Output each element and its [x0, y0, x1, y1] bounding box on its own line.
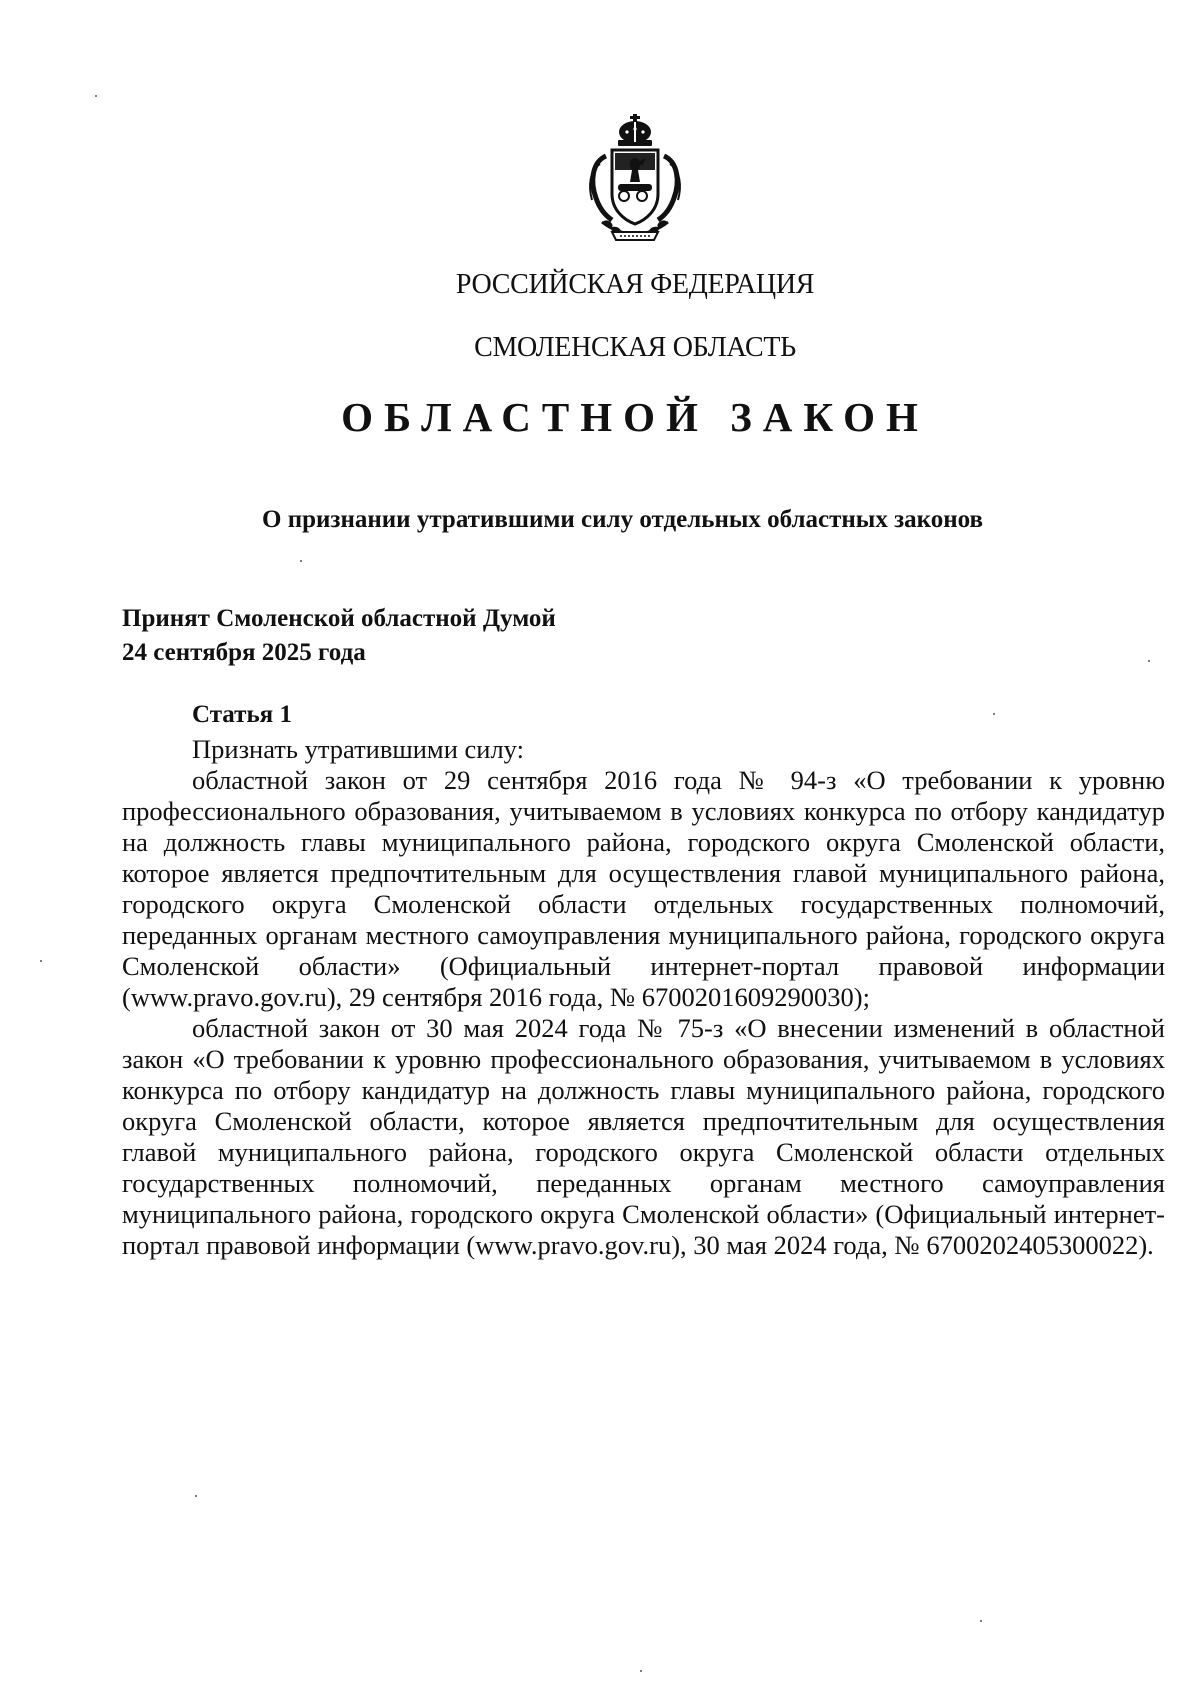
region-heading: СМОЛЕНСКАЯ ОБЛАСТЬ: [474, 332, 796, 363]
scan-speck: [195, 1495, 197, 1497]
scan-speck: [1148, 660, 1150, 662]
scan-speck: [40, 960, 42, 962]
document-type-heading: ОБЛАСТНОЙ ЗАКОН: [341, 394, 929, 440]
adoption-block: [122, 602, 556, 670]
scan-speck: [993, 713, 995, 715]
adoption-date: 24 сентября 2025 года: [122, 639, 366, 666]
coat-of-arms-icon: [582, 112, 688, 246]
document-title: О признании утратившими силу отдельных областных законов: [262, 506, 983, 533]
scan-speck: [95, 95, 97, 97]
scan-speck: [640, 1670, 642, 1672]
article-heading: Статья 1: [192, 701, 292, 728]
adoption-authority: Принят Смоленской областной Думой: [122, 605, 556, 632]
scan-speck: [300, 560, 302, 562]
article-item-1: областной закон от 29 сентября 2016 года № 94-з «О требовании к уровню профессионального образования, учитываемом в условиях конкурса по отбору кандидатур на должность главы муниципального района, городского округа Смоленской области, которое является предпочтительным для осуществления главой муниципального района, городского округа Смоленской области отдельных государственных полномочий, переданных органам местного самоуправления муниципального района, городского округа Смоленской области» (Официальный интернет-портал правовой информации (www.pravo.gov.ru), 29 сентября 2016 года, № 6700201609290030);: [122, 765, 1165, 1012]
scan-speck: [980, 1620, 982, 1622]
article-item-2: областной закон от 30 мая 2024 года № 75-з «О внесении изменений в областной закон «О требовании к уровню профессионального образования, учитываемом в условиях конкурса по отбору кандидатур на должность главы муниципального района, городского округа Смоленской области, которое является предпочтительным для осуществления главой муниципального района, городского округа Смоленской области отдельных государственных полномочий, переданных органам местного самоуправления муниципального района, городского округа Смоленской области» (Официальный интернет-портал правовой информации (www.pravo.gov.ru), 30 мая 2024 года, № 6700202405300022).: [122, 1013, 1165, 1260]
article-body: [122, 734, 1165, 1261]
federation-heading: РОССИЙСКАЯ ФЕДЕРАЦИЯ: [455, 269, 815, 300]
article-lead: Признать утратившими силу:: [192, 734, 524, 764]
